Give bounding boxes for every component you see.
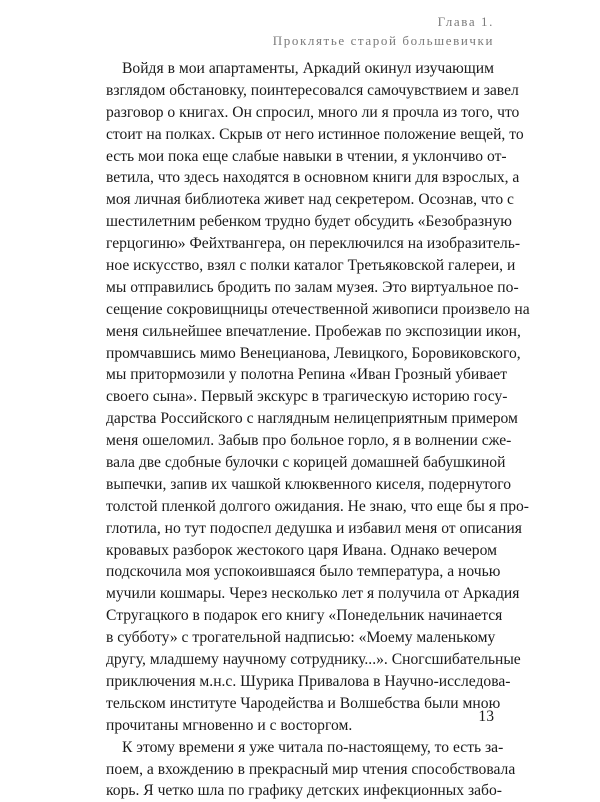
- chapter-number: Глава 1.: [437, 14, 494, 29]
- text-line: глотила, но тут подоспел дедушка и избавил меня от описания: [106, 519, 522, 537]
- text-line: сещение сокровищницы отечественной живописи произвело на: [106, 300, 530, 318]
- text-line: меня сильнейшее впечатление. Пробежав по экспозиции икон,: [106, 322, 521, 340]
- text-line: Войдя в мои апартаменты, Аркадий окинул изучающим: [122, 60, 494, 77]
- running-head: [273, 12, 494, 50]
- text-line: прочитаны мгновенно и с восторгом.: [106, 716, 353, 734]
- text-line: есть мои пока еще слабые навыки в чтении, я уклончиво от-: [106, 147, 507, 165]
- text-line: кровавых разборок жестокого царя Ивана. Однако вечером: [106, 541, 497, 559]
- text-line: К этому времени я уже читала по-настоящему, то есть за-: [122, 738, 504, 756]
- text-line: тельском институте Чародейства и Волшебства были мною: [106, 694, 501, 712]
- chapter-title: Проклятье старой большевички: [272, 33, 494, 48]
- text-line: шестилетним ребенком трудно будет обсудить «Безобразную: [106, 213, 512, 231]
- text-line: моя личная библиотека живет над секретером. Осознав, что с: [106, 191, 514, 209]
- text-line: меня ошеломил. Забыв про больное горло, я в волнении сже-: [106, 432, 512, 450]
- text-line: Стругацкого в подарок его книгу «Понедельник начинается: [106, 607, 503, 625]
- text-line: мучили кошмары. Через несколько лет я получила от Аркадия: [106, 585, 520, 603]
- text-line: мы отправились бродить по залам музея. Это виртуальное по-: [106, 278, 519, 296]
- text-line: подскочила моя успокоившаяся было температура, а ночью: [106, 563, 501, 581]
- text-line: ветила, что здесь находятся в основном книги для взрослых, а: [106, 169, 520, 187]
- page-number: 13: [478, 708, 494, 725]
- text-line: стоит на полках. Скрыв от него истинное положение вещей, то: [106, 125, 524, 143]
- text-line: взглядом обстановку, поинтересовался самочувствием и завел: [106, 81, 519, 99]
- text-line: герцогиню» Фейхтвангера, он переключился на изобразитель-: [106, 235, 521, 253]
- text-line: мы притормозили у полотна Репина «Иван Грозный убивает: [106, 366, 508, 384]
- text-line: приключения м.н.с. Шурика Привалова в Научно-исследова-: [106, 672, 511, 690]
- text-line: дарства Российского с наглядным нелицеприятным примером: [106, 410, 518, 428]
- text-line: в субботу» с трогательной надписью: «Моему маленькому: [106, 629, 496, 647]
- text-line: своего сына». Первый экскурс в трагическую историю госу-: [106, 388, 508, 406]
- text-line: вала две сдобные булочки с корицей домашней бабушкиной: [106, 454, 506, 472]
- body-text: [106, 58, 530, 802]
- text-line: разговор о книгах. Он спросил, много ли я прочла из того, что: [106, 103, 520, 121]
- text-line: промчавшись мимо Венецианова, Левицкого, Боровиковского,: [106, 344, 521, 362]
- text-line: выпечки, запив их чашкой клюквенного киселя, подернутого: [106, 475, 512, 493]
- text-line: ное искусство, взял с полки каталог Третьяковской галереи, и: [106, 257, 516, 275]
- text-line: корь. Я четко шла по графику детских инфекционных забо-: [106, 782, 502, 800]
- text-line: поем, а вхождению в прекрасный мир чтения способствовала: [106, 760, 516, 778]
- text-line: другу, младшему научному сотруднику...». Сногсшибательные: [106, 651, 521, 669]
- text-line: толстой пленкой долгого ожидания. Не знаю, что еще бы я про-: [106, 497, 529, 515]
